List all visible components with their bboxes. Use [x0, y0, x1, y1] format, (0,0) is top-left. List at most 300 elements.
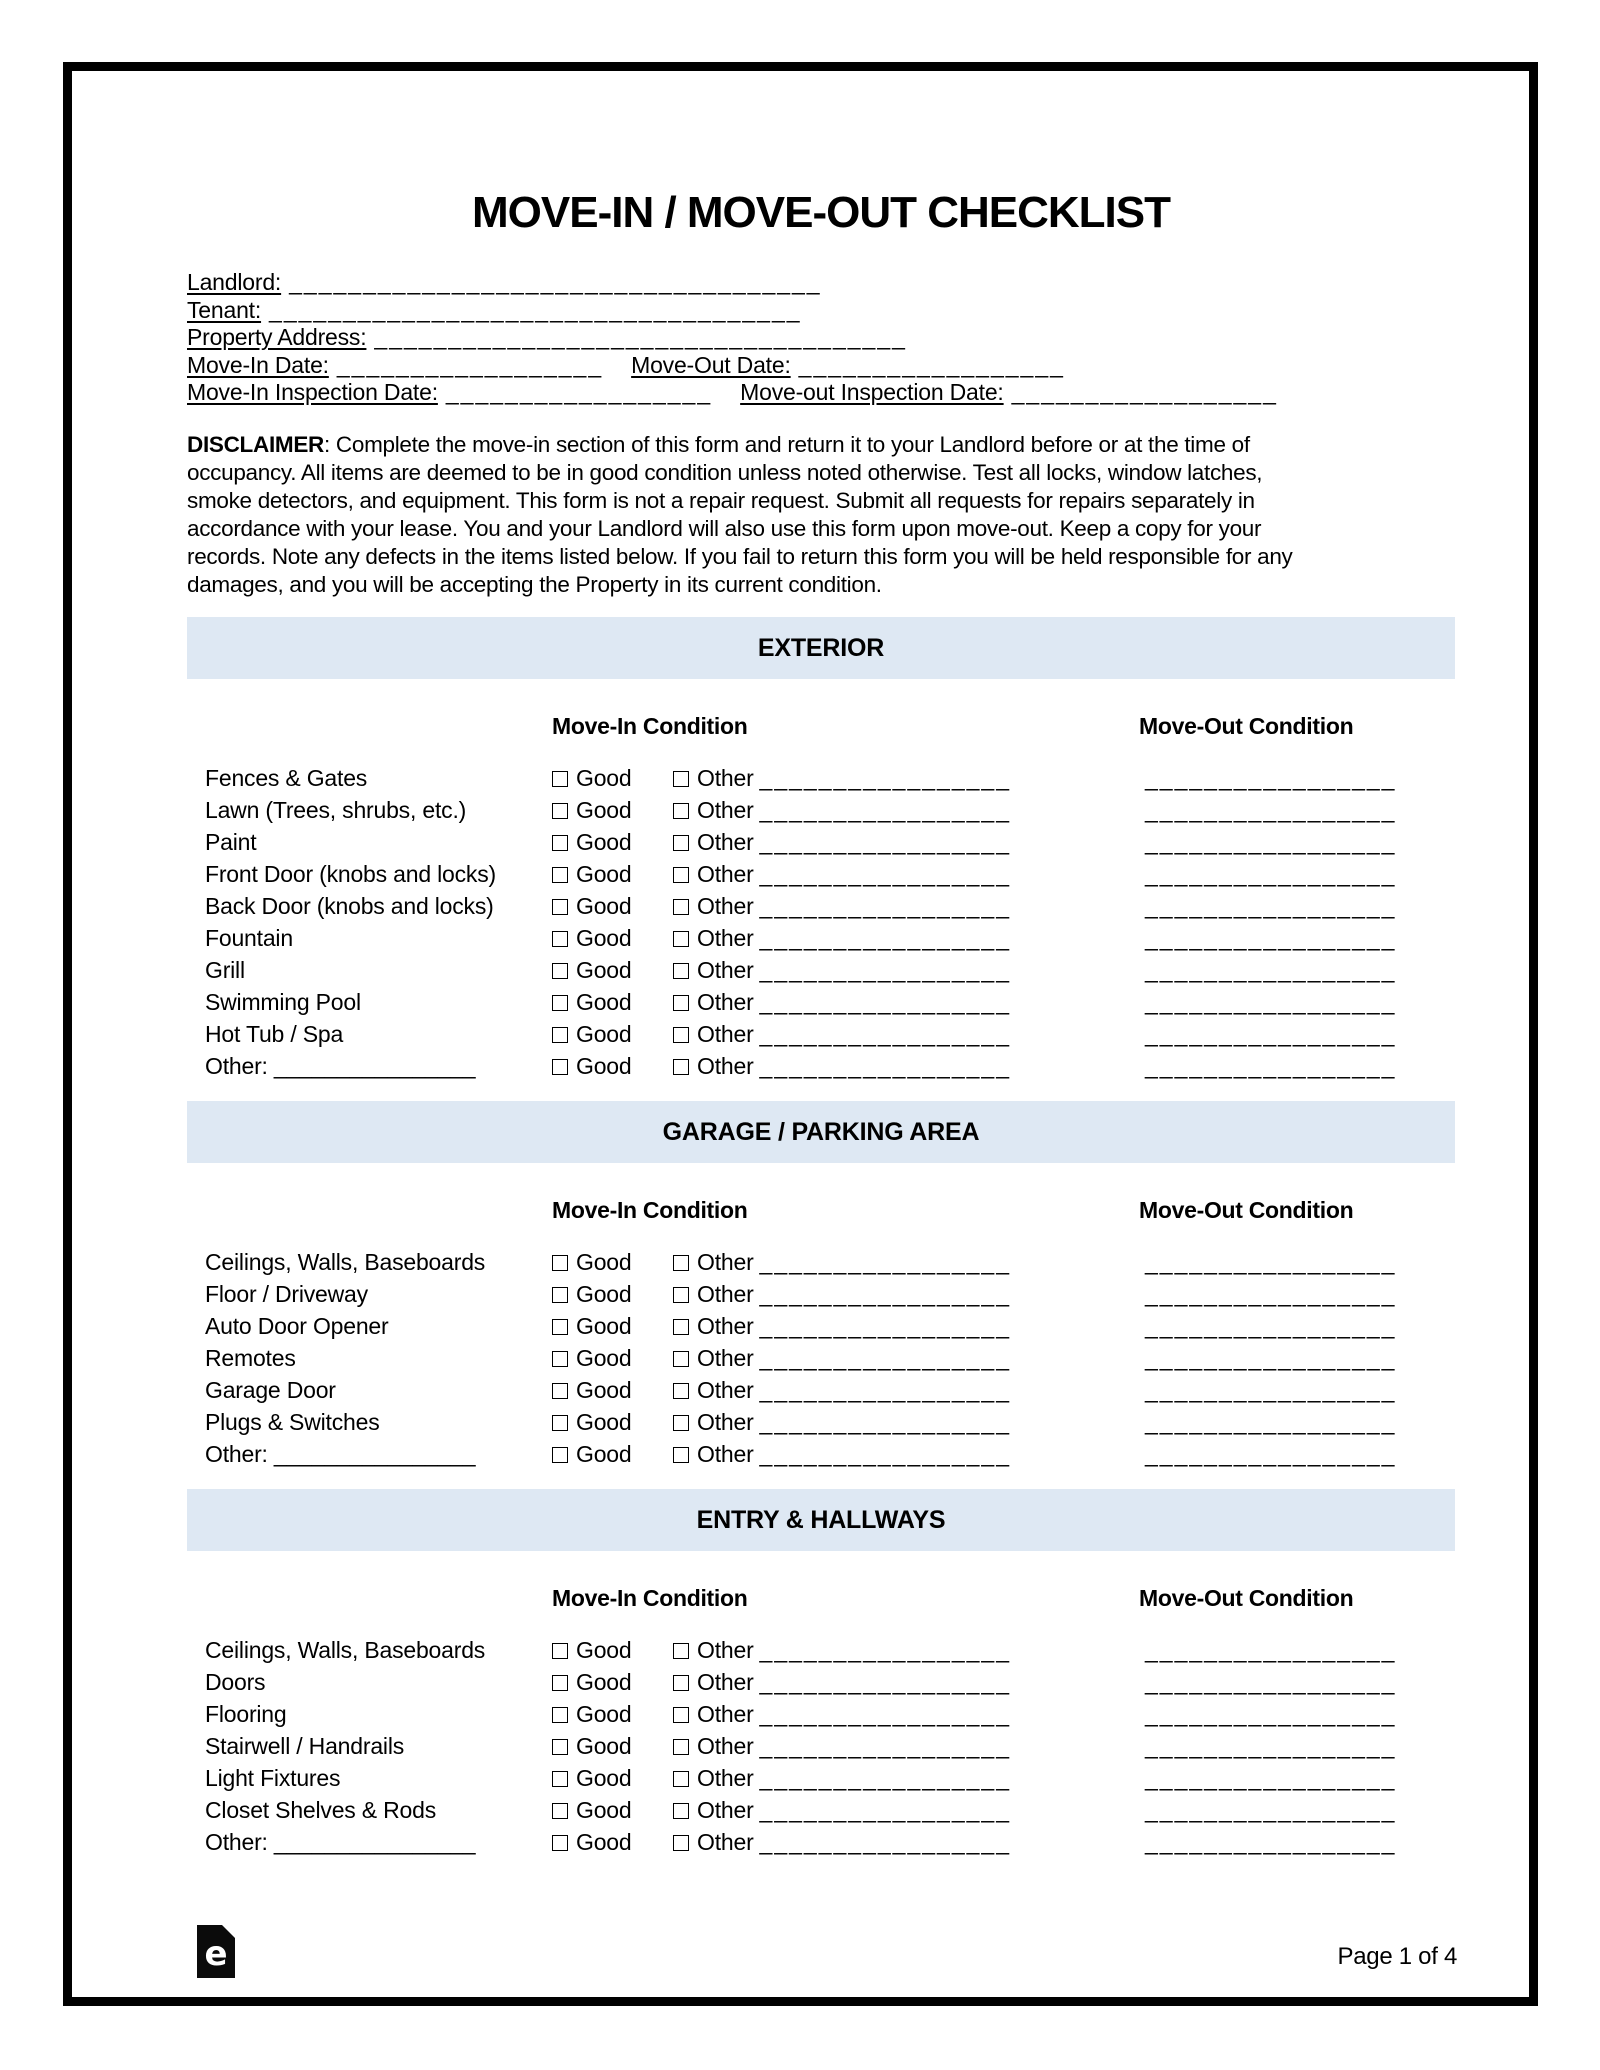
good-checkbox-group[interactable]	[552, 1249, 673, 1276]
good-checkbox-icon[interactable]	[552, 899, 568, 915]
other-checkbox-icon[interactable]	[673, 1675, 689, 1691]
good-checkbox-group[interactable]	[552, 1733, 673, 1760]
other-fill-line[interactable]: _________________	[759, 1281, 1011, 1307]
good-label: Good	[576, 1313, 632, 1339]
item-label: Auto Door Opener	[205, 1313, 389, 1339]
good-checkbox-group[interactable]	[552, 1377, 673, 1404]
other-checkbox-icon[interactable]	[673, 867, 689, 883]
other-fill-line[interactable]: _________________	[759, 1377, 1011, 1403]
landlord-fill-line[interactable]: ____________________________________	[289, 269, 822, 295]
move-out-condition-cell[interactable]	[1139, 1249, 1455, 1276]
checklist-row	[187, 1763, 1455, 1795]
moveout-fill-line[interactable]: _________________	[1145, 1733, 1397, 1759]
moveout-fill-line[interactable]: _________________	[1145, 1829, 1397, 1855]
moveout-fill-line[interactable]: _________________	[1145, 1765, 1397, 1791]
other-checkbox-icon[interactable]	[673, 1383, 689, 1399]
other-checkbox-group[interactable]	[673, 925, 1139, 952]
section-rows	[187, 1247, 1455, 1471]
checklist-row	[187, 1019, 1455, 1051]
good-checkbox-icon[interactable]	[552, 1415, 568, 1431]
disclaimer-line: smoke detectors, and equipment. This form is not a repair request. Submit all requests for repairs separately in	[187, 487, 1255, 513]
other-checkbox-icon[interactable]	[673, 1415, 689, 1431]
other-fill-line[interactable]: _________________	[759, 1733, 1011, 1759]
move-out-condition-cell[interactable]	[1139, 1701, 1455, 1728]
section-header-bar	[187, 1101, 1455, 1163]
move-out-condition-cell[interactable]	[1139, 1829, 1455, 1856]
move-out-inspection-fill-line[interactable]: __________________	[1011, 379, 1278, 405]
item-column-spacer	[187, 1587, 552, 1610]
other-checkbox-group[interactable]	[673, 1733, 1139, 1760]
other-label: Other	[697, 1701, 754, 1727]
good-label: Good	[576, 1345, 632, 1371]
move-out-condition-cell[interactable]	[1139, 1765, 1455, 1792]
good-checkbox-icon[interactable]	[552, 1739, 568, 1755]
other-label: Other	[697, 893, 754, 919]
other-fill-line[interactable]: _________________	[759, 1829, 1011, 1855]
other-label: Other	[697, 1053, 754, 1079]
move-in-condition-header: Move-In Condition	[552, 1196, 748, 1223]
moveout-fill-line[interactable]: _________________	[1145, 861, 1397, 887]
moveout-fill-line[interactable]: _________________	[1145, 765, 1397, 791]
move-out-condition-header: Move-Out Condition	[1139, 1584, 1354, 1611]
item-label: Floor / Driveway	[205, 1281, 368, 1307]
move-out-condition-cell[interactable]	[1139, 925, 1455, 952]
item-label: Fountain	[205, 925, 293, 951]
other-checkbox-icon[interactable]	[673, 771, 689, 787]
other-label: Other	[697, 1829, 754, 1855]
other-checkbox-icon[interactable]	[673, 835, 689, 851]
condition-column-headers	[187, 1196, 1455, 1223]
good-checkbox-group[interactable]	[552, 1021, 673, 1048]
move-out-condition-cell[interactable]	[1139, 1733, 1455, 1760]
checklist-row	[187, 1279, 1455, 1311]
other-checkbox-group[interactable]	[673, 1765, 1139, 1792]
item-label: Plugs & Switches	[205, 1409, 380, 1435]
moveout-fill-line[interactable]: _________________	[1145, 829, 1397, 855]
item-label: Remotes	[205, 1345, 296, 1371]
item-label: Ceilings, Walls, Baseboards	[205, 1637, 486, 1663]
move-in-condition-header: Move-In Condition	[552, 1584, 748, 1611]
checklist-row	[187, 1051, 1455, 1083]
moveout-fill-line[interactable]: _________________	[1145, 925, 1397, 951]
good-checkbox-icon[interactable]	[552, 963, 568, 979]
good-checkbox-icon[interactable]	[552, 771, 568, 787]
good-label: Good	[576, 957, 632, 983]
good-checkbox-group[interactable]	[552, 893, 673, 920]
section-title: EXTERIOR	[757, 633, 885, 662]
eforms-logo	[197, 1925, 235, 1978]
moveout-fill-line[interactable]: _________________	[1145, 989, 1397, 1015]
good-checkbox-icon[interactable]	[552, 1027, 568, 1043]
section-rows	[187, 1635, 1455, 1859]
move-out-date-fill-line[interactable]: __________________	[798, 351, 1065, 378]
other-label: Other	[697, 925, 754, 951]
moveout-fill-line[interactable]: _________________	[1145, 1345, 1397, 1371]
checklist-row	[187, 1311, 1455, 1343]
good-label: Good	[576, 861, 632, 887]
section-title: GARAGE / PARKING AREA	[662, 1117, 980, 1146]
moveout-fill-line[interactable]: _________________	[1145, 1313, 1397, 1339]
move-in-condition-header: Move-In Condition	[552, 712, 748, 739]
other-checkbox-icon[interactable]	[673, 1059, 689, 1075]
good-checkbox-icon[interactable]	[552, 1643, 568, 1659]
tenant-label: Tenant:	[187, 296, 262, 323]
checklist-row	[187, 1343, 1455, 1375]
item-label: Fences & Gates	[205, 765, 368, 791]
other-fill-line[interactable]: _________________	[759, 1249, 1011, 1275]
section-rows	[187, 763, 1455, 1083]
good-checkbox-icon[interactable]	[552, 835, 568, 851]
checklist-row	[187, 1731, 1455, 1763]
other-label: Other	[697, 989, 754, 1015]
checklist-row	[187, 891, 1455, 923]
other-checkbox-icon[interactable]	[673, 995, 689, 1011]
good-checkbox-icon[interactable]	[552, 1707, 568, 1723]
other-checkbox-group[interactable]	[673, 1249, 1139, 1276]
other-fill-line[interactable]: _________________	[759, 797, 1011, 823]
move-out-condition-cell[interactable]	[1139, 829, 1455, 856]
checklist-row	[187, 987, 1455, 1019]
move-out-condition-cell[interactable]	[1139, 1797, 1455, 1824]
condition-column-headers	[187, 712, 1455, 739]
other-checkbox-icon[interactable]	[673, 1351, 689, 1367]
item-label: Other: ________________	[205, 1053, 476, 1079]
other-checkbox-icon[interactable]	[673, 1739, 689, 1755]
checklist-row	[187, 795, 1455, 827]
good-checkbox-group[interactable]	[552, 1409, 673, 1436]
other-checkbox-group[interactable]	[673, 957, 1139, 984]
move-out-condition-cell[interactable]	[1139, 957, 1455, 984]
section-header-bar	[187, 617, 1455, 679]
other-label: Other	[697, 1345, 754, 1371]
item-column-spacer	[187, 715, 552, 738]
move-out-condition-cell[interactable]	[1139, 1409, 1455, 1436]
checklist-row	[187, 923, 1455, 955]
item-label: Stairwell / Handrails	[205, 1733, 405, 1759]
good-checkbox-group[interactable]	[552, 1829, 673, 1856]
item-label: Closet Shelves & Rods	[205, 1797, 437, 1823]
good-label: Good	[576, 829, 632, 855]
other-checkbox-group[interactable]	[673, 1441, 1139, 1468]
other-fill-line[interactable]: _________________	[759, 1669, 1011, 1695]
move-out-condition-cell[interactable]	[1139, 1377, 1455, 1404]
other-checkbox-group[interactable]	[673, 1829, 1139, 1856]
other-checkbox-group[interactable]	[673, 893, 1139, 920]
checklist-row	[187, 955, 1455, 987]
checklist-row	[187, 1699, 1455, 1731]
other-checkbox-icon[interactable]	[673, 1319, 689, 1335]
move-out-condition-cell[interactable]	[1139, 861, 1455, 888]
checklist-row	[187, 827, 1455, 859]
good-checkbox-icon[interactable]	[552, 1255, 568, 1271]
other-checkbox-group[interactable]	[673, 797, 1139, 824]
good-checkbox-icon[interactable]	[552, 1447, 568, 1463]
good-checkbox-group[interactable]	[552, 1053, 673, 1080]
good-checkbox-group[interactable]	[552, 797, 673, 824]
other-checkbox-group[interactable]	[673, 1669, 1139, 1696]
other-label: Other	[697, 1409, 754, 1435]
other-fill-line[interactable]: _________________	[759, 1637, 1011, 1663]
other-checkbox-group[interactable]	[673, 1409, 1139, 1436]
moveout-fill-line[interactable]: _________________	[1145, 1637, 1397, 1663]
good-checkbox-icon[interactable]	[552, 1835, 568, 1851]
other-label: Other	[697, 957, 754, 983]
good-label: Good	[576, 1829, 632, 1855]
field-property-address	[187, 324, 1455, 352]
field-landlord	[187, 269, 1455, 297]
item-label: Light Fixtures	[205, 1765, 341, 1791]
other-label: Other	[697, 829, 754, 855]
property-address-fill-line[interactable]: ____________________________________	[374, 324, 907, 350]
checklist-row	[187, 1439, 1455, 1471]
other-fill-line[interactable]: _________________	[759, 765, 1011, 791]
other-checkbox-group[interactable]	[673, 861, 1139, 888]
other-fill-line[interactable]: _________________	[759, 1345, 1011, 1371]
other-label: Other	[697, 765, 754, 791]
moveout-fill-line[interactable]: _________________	[1145, 1409, 1397, 1435]
move-out-condition-cell[interactable]	[1139, 1637, 1455, 1664]
good-checkbox-group[interactable]	[552, 1669, 673, 1696]
tenant-fill-line[interactable]: ____________________________________	[269, 296, 802, 323]
other-checkbox-group[interactable]	[673, 1281, 1139, 1308]
header-fields	[187, 269, 1455, 407]
property-address-label: Property Address:	[187, 324, 367, 350]
good-checkbox-icon[interactable]	[552, 1319, 568, 1335]
good-checkbox-group[interactable]	[552, 957, 673, 984]
checklist-section	[187, 617, 1455, 1083]
good-checkbox-icon[interactable]	[552, 931, 568, 947]
good-checkbox-icon[interactable]	[552, 995, 568, 1011]
other-checkbox-group[interactable]	[673, 765, 1139, 792]
good-label: Good	[576, 893, 632, 919]
other-label: Other	[697, 1765, 754, 1791]
other-label: Other	[697, 1313, 754, 1339]
other-fill-line[interactable]: _________________	[759, 1313, 1011, 1339]
moveout-fill-line[interactable]: _________________	[1145, 893, 1397, 919]
moveout-fill-line[interactable]: _________________	[1145, 1021, 1397, 1047]
good-checkbox-icon[interactable]	[552, 1675, 568, 1691]
checklist-row	[187, 859, 1455, 891]
other-checkbox-icon[interactable]	[673, 931, 689, 947]
good-checkbox-group[interactable]	[552, 829, 673, 856]
other-label: Other	[697, 1733, 754, 1759]
move-out-condition-cell[interactable]	[1139, 1313, 1455, 1340]
other-fill-line[interactable]: _________________	[759, 893, 1011, 919]
page-content	[187, 188, 1455, 1859]
other-checkbox-group[interactable]	[673, 1345, 1139, 1372]
page-number: Page 1 of 4	[1337, 1943, 1457, 1970]
disclaimer-line: accordance with your lease. You and your Landlord will also use this form upon move-out. Keep a copy for your	[187, 515, 1262, 541]
move-out-inspection-date-label: Move-out Inspection Date:	[740, 379, 1004, 405]
other-checkbox-group[interactable]	[673, 1701, 1139, 1728]
section-title: ENTRY & HALLWAYS	[696, 1505, 946, 1534]
disclaimer-label: DISCLAIMER	[187, 431, 324, 457]
checklist-section	[187, 1101, 1455, 1471]
page-border	[63, 62, 1538, 2006]
condition-column-headers	[187, 1584, 1455, 1611]
good-checkbox-icon[interactable]	[552, 1059, 568, 1075]
good-checkbox-icon[interactable]	[552, 1287, 568, 1303]
moveout-fill-line[interactable]: _________________	[1145, 1377, 1397, 1403]
moveout-fill-line[interactable]: _________________	[1145, 957, 1397, 983]
other-checkbox-icon[interactable]	[673, 963, 689, 979]
other-checkbox-icon[interactable]	[673, 1447, 689, 1463]
other-label: Other	[697, 1281, 754, 1307]
move-out-condition-header: Move-Out Condition	[1139, 712, 1354, 739]
disclaimer-paragraph	[187, 431, 1455, 599]
other-checkbox-icon[interactable]	[673, 1771, 689, 1787]
item-label: Garage Door	[205, 1377, 336, 1403]
moveout-fill-line[interactable]: _________________	[1145, 797, 1397, 823]
other-fill-line[interactable]: _________________	[759, 861, 1011, 887]
other-fill-line[interactable]: _________________	[759, 989, 1011, 1015]
good-checkbox-group[interactable]	[552, 1797, 673, 1824]
other-label: Other	[697, 1021, 754, 1047]
moveout-fill-line[interactable]: _________________	[1145, 1053, 1397, 1079]
moveout-fill-line[interactable]: _________________	[1145, 1797, 1397, 1823]
page-title: MOVE-IN / MOVE-OUT CHECKLIST	[472, 188, 1170, 237]
other-checkbox-group[interactable]	[673, 829, 1139, 856]
good-checkbox-group[interactable]	[552, 1441, 673, 1468]
other-label: Other	[697, 1797, 754, 1823]
item-label: Other: ________________	[205, 1441, 476, 1467]
other-label: Other	[697, 861, 754, 887]
move-out-condition-cell[interactable]	[1139, 1345, 1455, 1372]
good-label: Good	[576, 765, 632, 791]
good-checkbox-icon[interactable]	[552, 1383, 568, 1399]
good-label: Good	[576, 797, 632, 823]
other-fill-line[interactable]: _________________	[759, 1765, 1011, 1791]
good-label: Good	[576, 1409, 632, 1435]
move-out-condition-cell[interactable]	[1139, 765, 1455, 792]
disclaimer-line: damages, and you will be accepting the Property in its current condition.	[187, 571, 882, 597]
move-out-condition-cell[interactable]	[1139, 1669, 1455, 1696]
other-checkbox-icon[interactable]	[673, 899, 689, 915]
good-checkbox-group[interactable]	[552, 1637, 673, 1664]
other-fill-line[interactable]: _________________	[759, 1021, 1011, 1047]
other-fill-line[interactable]: _________________	[759, 1053, 1011, 1079]
move-in-inspection-fill-line[interactable]: __________________	[445, 379, 713, 405]
moveout-fill-line[interactable]: _________________	[1145, 1249, 1397, 1275]
other-checkbox-group[interactable]	[673, 1637, 1139, 1664]
item-label: Lawn (Trees, shrubs, etc.)	[205, 797, 467, 823]
moveout-fill-line[interactable]: _________________	[1145, 1281, 1397, 1307]
good-checkbox-group[interactable]	[552, 1313, 673, 1340]
move-out-condition-cell[interactable]	[1139, 893, 1455, 920]
item-label: Front Door (knobs and locks)	[205, 861, 496, 887]
good-label: Good	[576, 1377, 632, 1403]
other-checkbox-group[interactable]	[673, 1797, 1139, 1824]
moveout-fill-line[interactable]: _________________	[1145, 1669, 1397, 1695]
other-fill-line[interactable]: _________________	[759, 1409, 1011, 1435]
section-header-bar	[187, 1489, 1455, 1551]
good-checkbox-group[interactable]	[552, 861, 673, 888]
good-label: Good	[576, 1669, 632, 1695]
landlord-label: Landlord:	[187, 269, 282, 295]
moveout-fill-line[interactable]: _________________	[1145, 1441, 1397, 1467]
move-in-date-fill-line[interactable]: __________________	[336, 351, 604, 378]
move-out-condition-cell[interactable]	[1139, 1053, 1455, 1080]
other-fill-line[interactable]: _________________	[759, 829, 1011, 855]
good-checkbox-group[interactable]	[552, 1765, 673, 1792]
checklist-row	[187, 1667, 1455, 1699]
checklist-row	[187, 1795, 1455, 1827]
other-checkbox-group[interactable]	[673, 1053, 1139, 1080]
item-label: Swimming Pool	[205, 989, 361, 1015]
other-fill-line[interactable]: _________________	[759, 1441, 1011, 1467]
good-checkbox-group[interactable]	[552, 1701, 673, 1728]
other-checkbox-icon[interactable]	[673, 1835, 689, 1851]
other-checkbox-icon[interactable]	[673, 1287, 689, 1303]
good-checkbox-icon[interactable]	[552, 803, 568, 819]
good-checkbox-icon[interactable]	[552, 1771, 568, 1787]
checklist-row	[187, 1827, 1455, 1859]
other-checkbox-icon[interactable]	[673, 1803, 689, 1819]
item-label: Back Door (knobs and locks)	[205, 893, 494, 919]
good-checkbox-icon[interactable]	[552, 867, 568, 883]
sections	[187, 617, 1455, 1859]
good-label: Good	[576, 989, 632, 1015]
good-checkbox-group[interactable]	[552, 925, 673, 952]
good-checkbox-icon[interactable]	[552, 1803, 568, 1819]
checklist-row	[187, 1247, 1455, 1279]
item-label: Doors	[205, 1669, 266, 1695]
good-label: Good	[576, 1765, 632, 1791]
other-checkbox-icon[interactable]	[673, 1643, 689, 1659]
other-fill-line[interactable]: _________________	[759, 957, 1011, 983]
checklist-section	[187, 1489, 1455, 1859]
other-fill-line[interactable]: _________________	[759, 925, 1011, 951]
good-label: Good	[576, 1797, 632, 1823]
move-out-condition-cell[interactable]	[1139, 1441, 1455, 1468]
good-label: Good	[576, 1021, 632, 1047]
other-checkbox-icon[interactable]	[673, 1027, 689, 1043]
other-fill-line[interactable]: _________________	[759, 1701, 1011, 1727]
move-in-inspection-date-label: Move-In Inspection Date:	[187, 379, 438, 405]
other-checkbox-group[interactable]	[673, 989, 1139, 1016]
moveout-fill-line[interactable]: _________________	[1145, 1701, 1397, 1727]
other-checkbox-icon[interactable]	[673, 803, 689, 819]
other-checkbox-icon[interactable]	[673, 1707, 689, 1723]
good-checkbox-group[interactable]	[552, 1345, 673, 1372]
checklist-row	[187, 763, 1455, 795]
other-label: Other	[697, 1441, 754, 1467]
move-out-condition-cell[interactable]	[1139, 1021, 1455, 1048]
logo-letter: e	[204, 1933, 228, 1974]
other-checkbox-group[interactable]	[673, 1313, 1139, 1340]
other-checkbox-group[interactable]	[673, 1021, 1139, 1048]
good-checkbox-group[interactable]	[552, 989, 673, 1016]
move-out-condition-cell[interactable]	[1139, 797, 1455, 824]
move-out-condition-cell[interactable]	[1139, 1281, 1455, 1308]
good-checkbox-group[interactable]	[552, 1281, 673, 1308]
good-checkbox-group[interactable]	[552, 765, 673, 792]
item-label: Ceilings, Walls, Baseboards	[205, 1249, 486, 1275]
field-move-dates	[187, 352, 1455, 380]
disclaimer-line: occupancy. All items are deemed to be in good condition unless noted otherwise. Test all locks, window latches,	[187, 459, 1263, 485]
other-label: Other	[697, 797, 754, 823]
good-checkbox-icon[interactable]	[552, 1351, 568, 1367]
disclaimer-line: records. Note any defects in the items listed below. If you fail to return this form you will be held responsible for any	[187, 543, 1293, 569]
good-label: Good	[576, 1281, 632, 1307]
item-label: Other: ________________	[205, 1829, 476, 1855]
move-out-condition-cell[interactable]	[1139, 989, 1455, 1016]
other-checkbox-group[interactable]	[673, 1377, 1139, 1404]
item-label: Paint	[205, 829, 257, 855]
other-checkbox-icon[interactable]	[673, 1255, 689, 1271]
other-fill-line[interactable]: _________________	[759, 1797, 1011, 1823]
good-label: Good	[576, 1441, 632, 1467]
